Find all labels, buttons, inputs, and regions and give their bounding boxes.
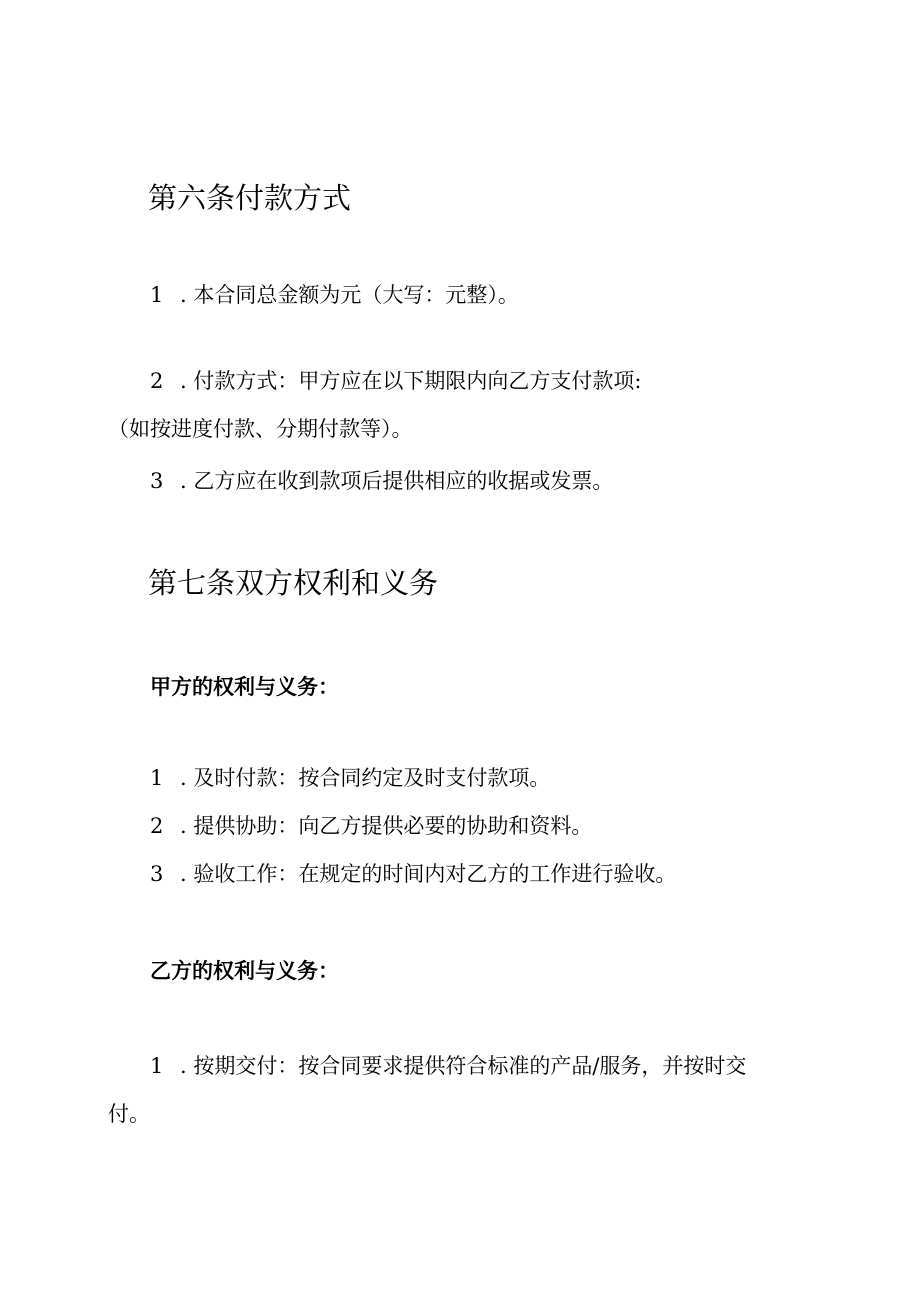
party-a-heading: 甲方的权利与义务： (150, 675, 339, 699)
item-number: 2 (150, 369, 164, 393)
item-number: 1 (150, 766, 164, 790)
section-6-item-2 (150, 366, 641, 396)
item-number: 3 (150, 862, 164, 886)
item-number: 1 (150, 283, 164, 307)
item-text: . 乙方应在收到款项后提供相应的收据或发票。 (180, 469, 614, 493)
party-b-heading: 乙方的权利与义务： (150, 959, 339, 983)
item-text: . 及时付款：按合同约定及时支付款项。 (180, 766, 551, 790)
party-a-item-2 (150, 811, 592, 841)
party-a-item-3 (150, 859, 676, 889)
item-text: . 提供协助：向乙方提供必要的协助和资料。 (180, 814, 593, 838)
item-text: . 验收工作：在规定的时间内对乙方的工作进行验收。 (180, 862, 677, 886)
item-number: 3 (150, 469, 164, 493)
section-6-item-2-continuation: （如按进度付款、分期付款等）。 (108, 417, 413, 441)
party-b-item-1 (150, 1051, 746, 1081)
section-6-heading: 第六条付款方式 (148, 181, 352, 215)
party-a-item-1 (150, 763, 550, 793)
item-number: 1 (150, 1054, 164, 1078)
party-b-item-1-continuation: 付。 (108, 1102, 150, 1126)
item-text: . 付款方式：甲方应在以下期限内向乙方支付款项: (180, 369, 642, 393)
section-6-item-3 (150, 466, 613, 496)
section-6-item-1 (150, 280, 519, 310)
item-number: 2 (150, 814, 164, 838)
section-7-heading: 第七条双方权利和义务 (148, 566, 439, 600)
item-text: . 按期交付：按合同要求提供符合标准的产品/服务，并按时交 (180, 1054, 747, 1078)
item-text: . 本合同总金额为元（大写：元整）。 (180, 283, 519, 307)
